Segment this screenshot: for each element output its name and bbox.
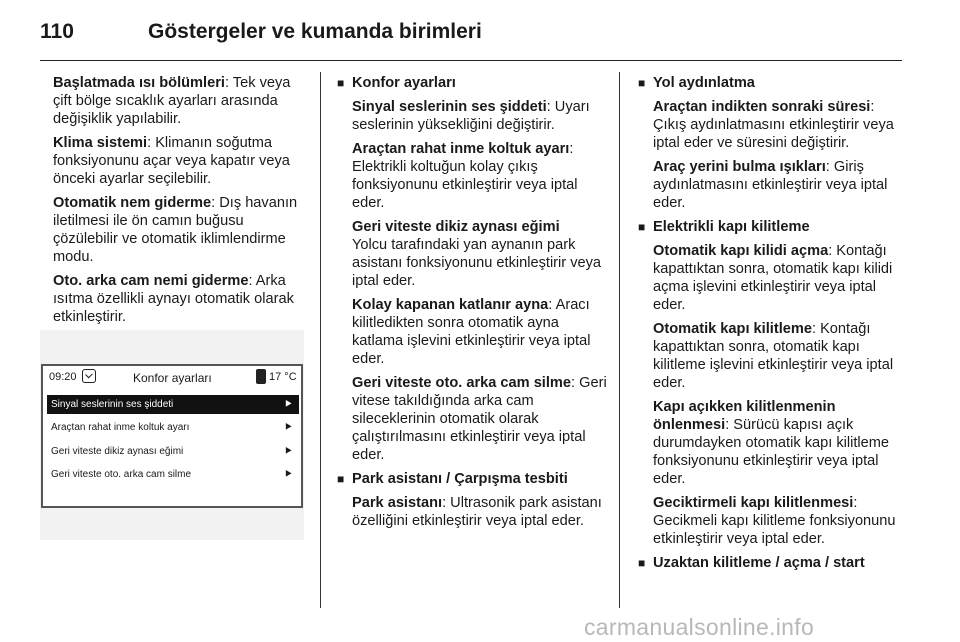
chevron-right-icon: ⯈ <box>283 420 293 434</box>
chevron-right-icon: ⯈ <box>283 397 293 411</box>
term: Sinyal seslerinin ses şiddeti <box>352 99 547 115</box>
clock-icon <box>82 369 96 383</box>
term: Oto. arka cam nemi giderme <box>53 273 249 289</box>
term: Araçtan rahat inme koltuk ayarı <box>352 141 570 157</box>
term: Kapı açıkken kilitlenmenin önlenmesi <box>653 399 836 433</box>
paragraph <box>53 272 305 326</box>
column-2 <box>337 74 607 536</box>
menu-item-label: Geri viteste dikiz aynası eğimi <box>51 446 184 457</box>
section-heading: ■ Uzaktan kilitleme / açma / start <box>638 554 908 572</box>
page-title: Göstergeler ve kumanda birimleri <box>148 20 482 43</box>
menu-item[interactable] <box>47 465 299 484</box>
description: : Giriş aydınlatmasını etkinleştirir veya iptal eder. <box>653 159 888 211</box>
paragraph <box>53 134 305 188</box>
section-heading: ■ Konfor ayarları <box>337 74 607 92</box>
term: Başlatmada ısı bölümleri <box>53 75 225 91</box>
menu-item[interactable] <box>47 418 299 437</box>
description: : Sürücü kapısı açık durumdayken otomatik kapı kilitleme fonksiyonunu etkinleştirir veya iptal eder. <box>653 417 890 487</box>
menu-item-label: Araçtan rahat inme koltuk ayarı <box>51 422 190 433</box>
section-heading: ■ Park asistanı / Çarpışma tesbiti <box>337 470 607 488</box>
info-display <box>41 364 303 508</box>
description: : Tek veya çift bölge sıcaklık ayarları arasında değişiklik yapılabilir. <box>53 75 291 127</box>
paragraph <box>53 194 305 266</box>
paragraph <box>638 98 908 152</box>
watermark: carmanualsonline.info <box>584 614 815 640</box>
paragraph <box>53 74 305 128</box>
paragraph <box>337 218 607 290</box>
description: : Aracı kilitledikten sonra otomatik ayna katlama işlevini etkinleştirir veya iptal eder. <box>352 297 591 367</box>
term: Geri viteste dikiz aynası eğimi <box>352 219 560 235</box>
column-1 <box>53 74 305 332</box>
paragraph <box>638 320 908 392</box>
term: Araç yerini bulma ışıkları <box>653 159 826 175</box>
paragraph <box>337 374 607 464</box>
description: : Ultrasonik park asistanı özelliğini etkinleştirir veya iptal eder. <box>352 495 602 529</box>
paragraph <box>638 158 908 212</box>
description: : Geri vitese takıldığında arka cam sileceklerinin otomatik olarak çalıştırılmasını etkinleştirir veya iptal eder. <box>352 375 607 463</box>
display-time: 09:20 <box>49 371 77 383</box>
description: : Kontağı kapattıktan sonra, otomatik kapı kilidi açma işlevini etkinleştirir veya iptal eder. <box>653 243 893 313</box>
description: : Klimanın soğutma fonksiyonunu açar veya kapatır veya önceki ayarlar seçilebilir. <box>53 135 290 187</box>
description: : Dış havanın iletilmesi ile ön camın buğusu çözülebilir ve otomatik iklimlendirme modu. <box>53 195 298 265</box>
menu-item-label: Geri viteste oto. arka cam silme <box>51 469 192 480</box>
term: Araçtan indikten sonraki süresi <box>653 99 871 115</box>
term: Park asistanı <box>352 495 443 511</box>
menu-item[interactable] <box>47 442 299 461</box>
term: Geciktirmeli kapı kilitlenmesi <box>653 495 854 511</box>
display-title: Konfor ayarları <box>133 371 212 385</box>
page-number: 110 <box>40 20 74 43</box>
paragraph <box>638 242 908 314</box>
term: Otomatik nem giderme <box>53 195 212 211</box>
paragraph <box>337 296 607 368</box>
paragraph <box>337 494 607 530</box>
section-heading: ■ Elektrikli kapı kilitleme <box>638 218 908 236</box>
description: : Uyarı seslerinin yüksekliğini değiştirir. <box>352 99 590 133</box>
description: Yolcu tarafındaki yan aynanın park asistanı fonksiyonunu etkinleştirir veya iptal eder. <box>352 237 602 289</box>
display-screenshot-figure <box>40 330 304 540</box>
term: Otomatik kapı kilitleme <box>653 321 812 337</box>
chevron-right-icon: ⯈ <box>283 467 293 481</box>
display-temperature: 17 °C <box>269 371 297 383</box>
menu-item-label: Sinyal seslerinin ses şiddeti <box>51 399 174 410</box>
paragraph <box>337 140 607 212</box>
description: : Arka ısıtma özellikli aynayı otomatik olarak etkinleştirir. <box>53 273 294 325</box>
term: Geri viteste oto. arka cam silme <box>352 375 572 391</box>
paragraph <box>337 98 607 134</box>
chevron-right-icon: ⯈ <box>283 444 293 458</box>
description: : Gecikmeli kapı kilitleme fonksiyonunu etkinleştirir veya iptal eder. <box>653 495 896 547</box>
term: Klima sistemi <box>53 135 148 151</box>
header-divider <box>40 60 902 61</box>
page-header <box>40 14 920 54</box>
section-heading: ■ Yol aydınlatma <box>638 74 908 92</box>
menu-item-selected[interactable] <box>47 395 299 414</box>
term: Kolay kapanan katlanır ayna <box>352 297 549 313</box>
description: : Elektrikli koltuğun kolay çıkış fonksiyonunu etkinleştirir veya iptal eder. <box>352 141 578 211</box>
column-divider-1 <box>320 72 321 608</box>
column-3 <box>638 74 908 578</box>
paragraph <box>638 494 908 548</box>
paragraph <box>638 398 908 488</box>
term: Otomatik kapı kilidi açma <box>653 243 829 259</box>
display-status-bar <box>43 366 301 388</box>
column-divider-2 <box>619 72 620 608</box>
thermometer-icon <box>256 369 266 384</box>
description: : Kontağı kapattıktan sonra, otomatik kapı kilitleme işlevini etkinleştirir veya iptal eder. <box>653 321 894 391</box>
description: : Çıkış aydınlatmasını etkinleştirir veya iptal eder ve süresini değiştirir. <box>653 99 894 151</box>
